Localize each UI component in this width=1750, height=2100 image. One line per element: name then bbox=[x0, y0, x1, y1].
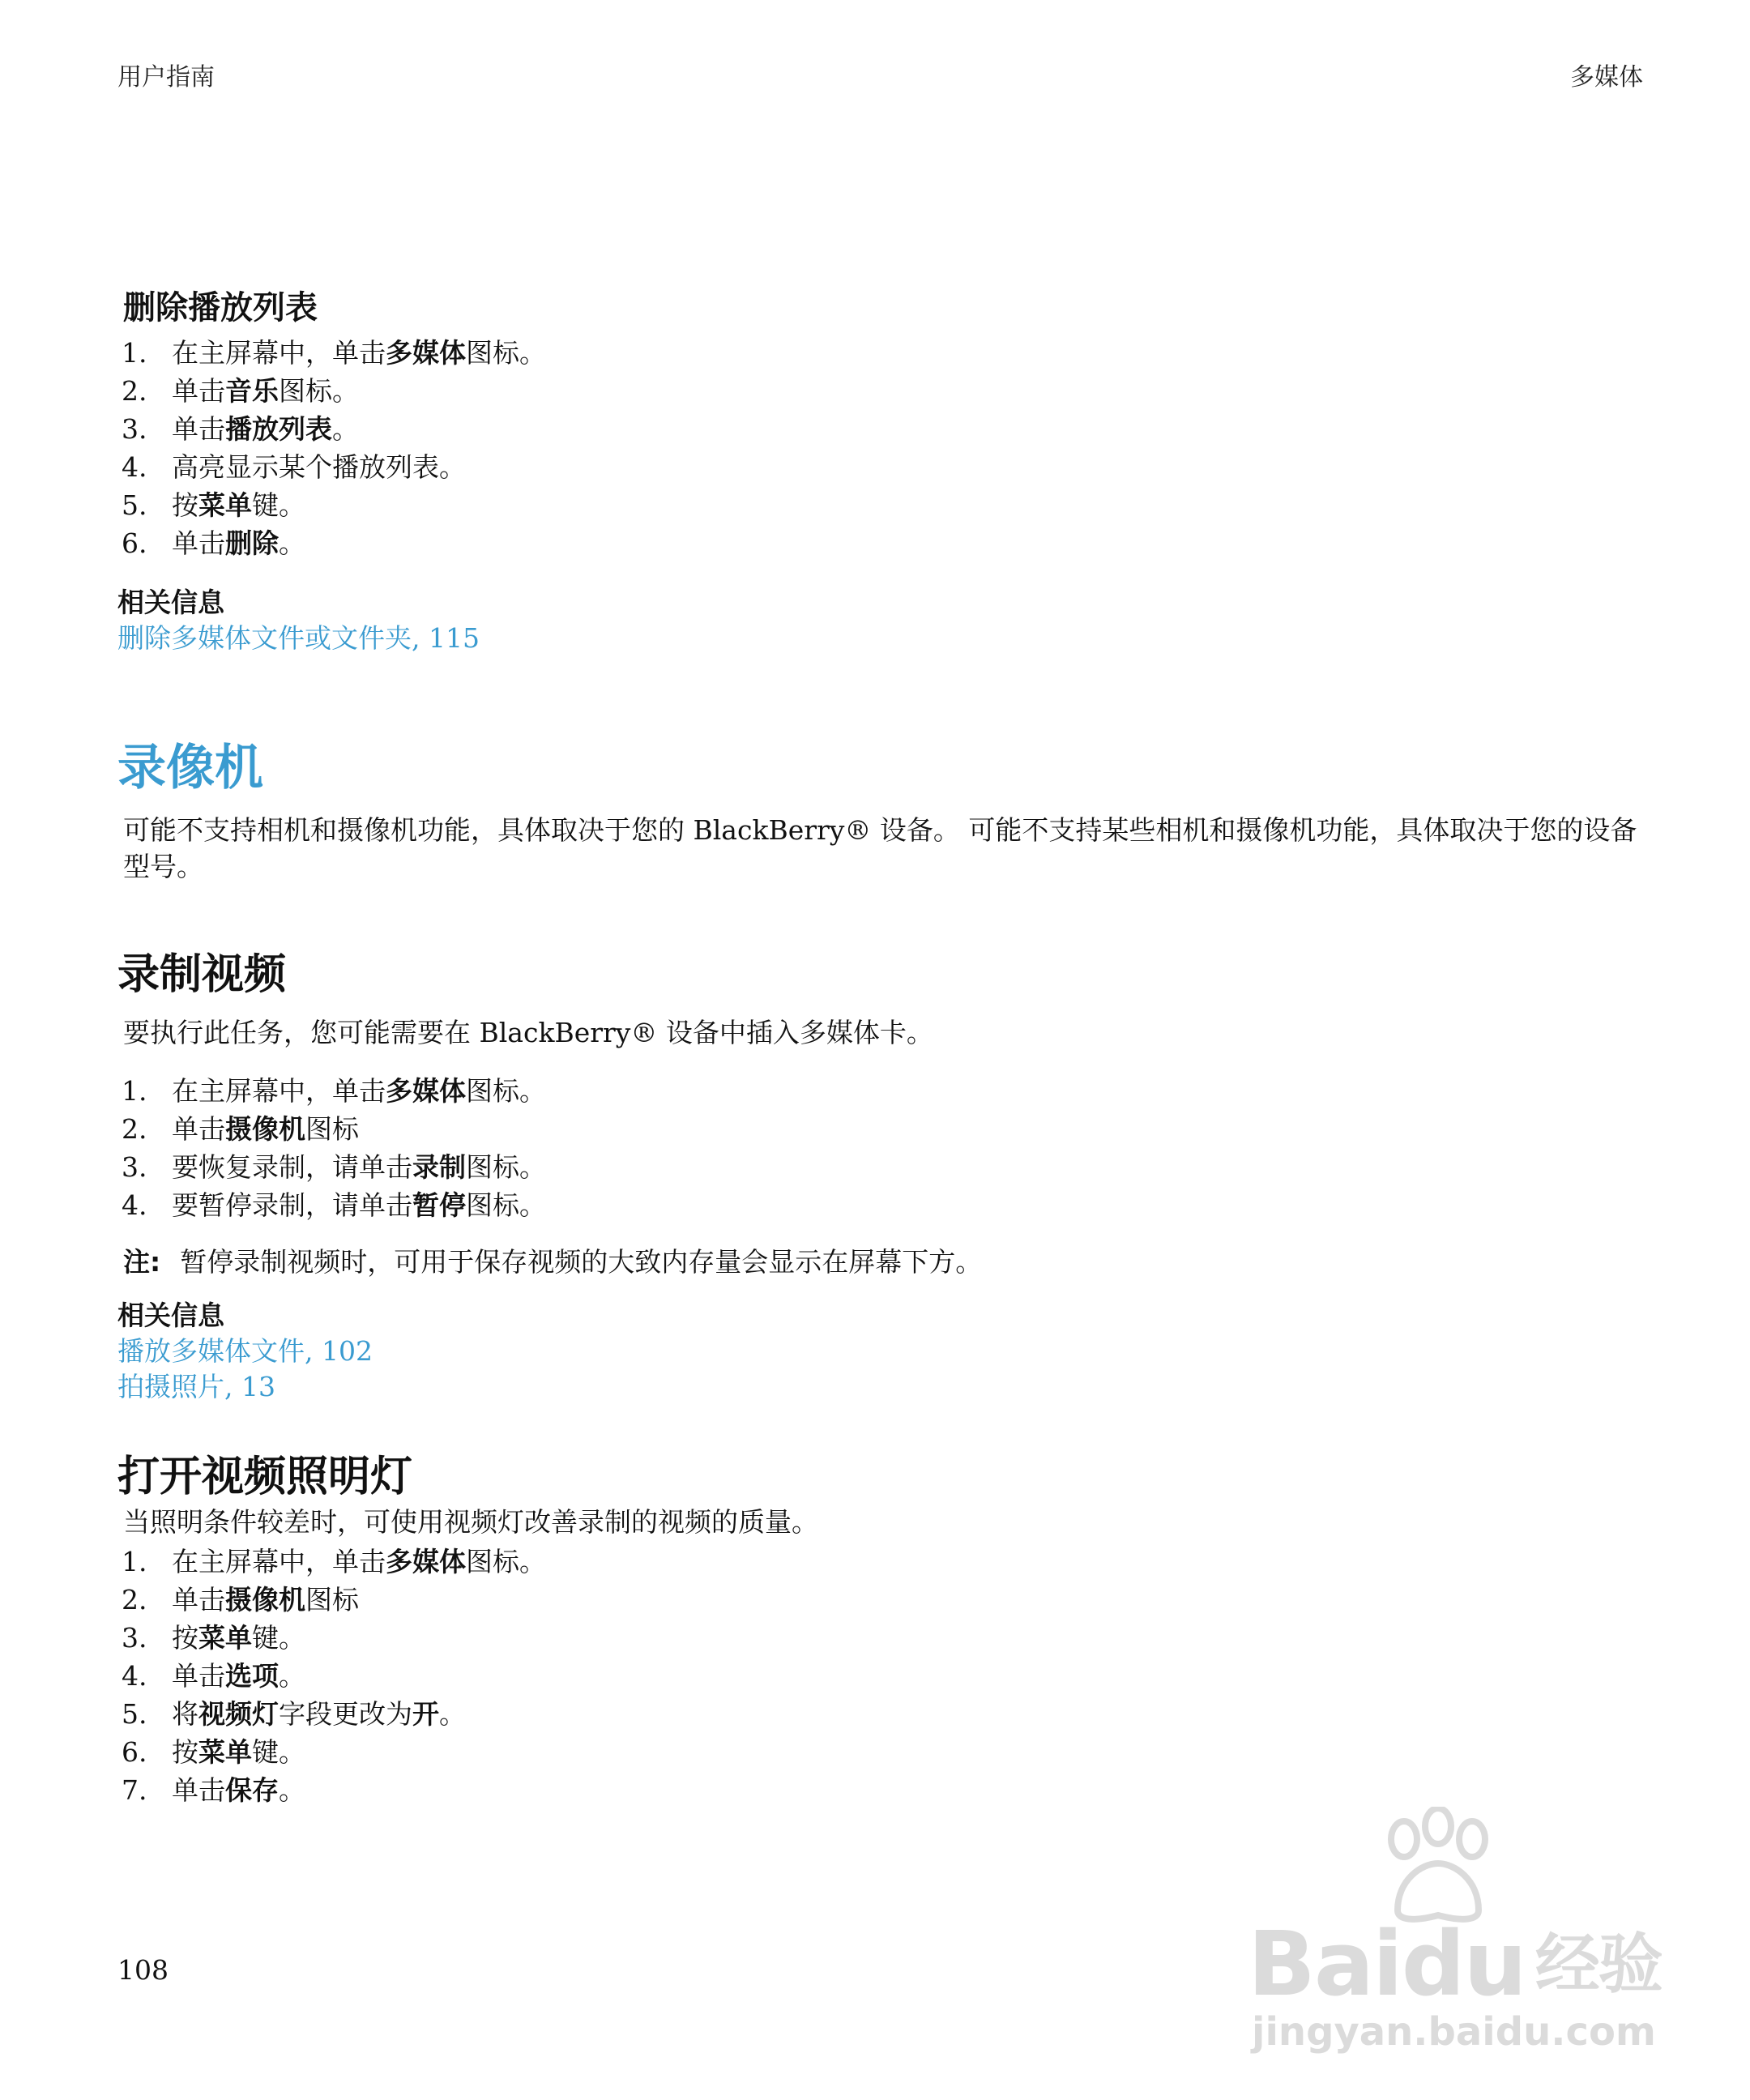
running-header-right: 多媒体 bbox=[1570, 63, 1643, 92]
step: 6. 按菜单键。 bbox=[122, 1736, 305, 1768]
page-number: 108 bbox=[117, 1954, 169, 1986]
step: 6. 单击删除。 bbox=[122, 527, 305, 559]
step: 7. 单击保存。 bbox=[122, 1774, 305, 1806]
note bbox=[123, 1241, 982, 1279]
record-video-intro: 要执行此任务，您可能需要在 BlackBerry® 设备中插入多媒体卡。 bbox=[123, 1017, 933, 1048]
step: 4. 单击选项。 bbox=[122, 1660, 305, 1692]
note-text: 暂停录制视频时，可用于保存视频的大致内存量会显示在屏幕下方。 bbox=[180, 1246, 983, 1278]
section-title-delete-playlist: 删除播放列表 bbox=[123, 289, 318, 327]
video-light-intro: 当照明条件较差时，可使用视频灯改善录制的视频的质量。 bbox=[123, 1506, 818, 1538]
baidu-jingyan-watermark bbox=[1231, 1807, 1662, 2055]
step: 4. 高亮显示某个播放列表。 bbox=[122, 451, 466, 483]
paw-logo-icon bbox=[1373, 1807, 1503, 1928]
step: 5. 按菜单键。 bbox=[122, 489, 305, 521]
note-label: 注: bbox=[123, 1246, 161, 1278]
steps-record-video bbox=[122, 1072, 546, 1224]
step: 2. 单击音乐图标。 bbox=[122, 375, 359, 407]
related-link-delete-media[interactable]: 删除多媒体文件或文件夹, 115 bbox=[117, 622, 480, 654]
step: 1. 在主屏幕中，单击多媒体图标。 bbox=[122, 1075, 546, 1107]
related-link-play-media[interactable]: 播放多媒体文件, 102 bbox=[117, 1335, 373, 1367]
step: 2. 单击摄像机图标 bbox=[122, 1113, 359, 1145]
section-title-video-light: 打开视频照明灯 bbox=[117, 1453, 413, 1501]
watermark-brand: Baidu 经验 bbox=[1248, 1912, 1662, 2016]
related-info-heading: 相关信息 bbox=[117, 1300, 224, 1331]
related-link-take-photo[interactable]: 拍摄照片, 13 bbox=[117, 1371, 275, 1402]
camcorder-intro: 可能不支持相机和摄像机功能，具体取决于您的 BlackBerry® 设备。 可能不支持某些相机和摄像机功能，具体取决于您的设备型号。 bbox=[123, 814, 1637, 882]
step: 5. 将视频灯字段更改为开。 bbox=[122, 1698, 466, 1730]
step: 1. 在主屏幕中，单击多媒体图标。 bbox=[122, 337, 546, 369]
step: 3. 按菜单键。 bbox=[122, 1622, 305, 1654]
steps-video-light bbox=[122, 1543, 546, 1809]
running-header-left: 用户指南 bbox=[117, 63, 215, 92]
section-title-record-video: 录制视频 bbox=[117, 950, 287, 999]
step: 3. 单击播放列表。 bbox=[122, 413, 359, 445]
step: 1. 在主屏幕中，单击多媒体图标。 bbox=[122, 1546, 546, 1577]
related-info-heading: 相关信息 bbox=[117, 587, 224, 618]
chapter-title-camcorder: 录像机 bbox=[117, 740, 263, 796]
step: 3. 要恢复录制，请单击录制图标。 bbox=[122, 1151, 546, 1183]
step: 2. 单击摄像机图标 bbox=[122, 1584, 359, 1616]
steps-delete-playlist bbox=[122, 334, 546, 562]
watermark-url: jingyan.baidu.com bbox=[1252, 2009, 1656, 2055]
step: 4. 要暂停录制，请单击暂停图标。 bbox=[122, 1189, 546, 1221]
